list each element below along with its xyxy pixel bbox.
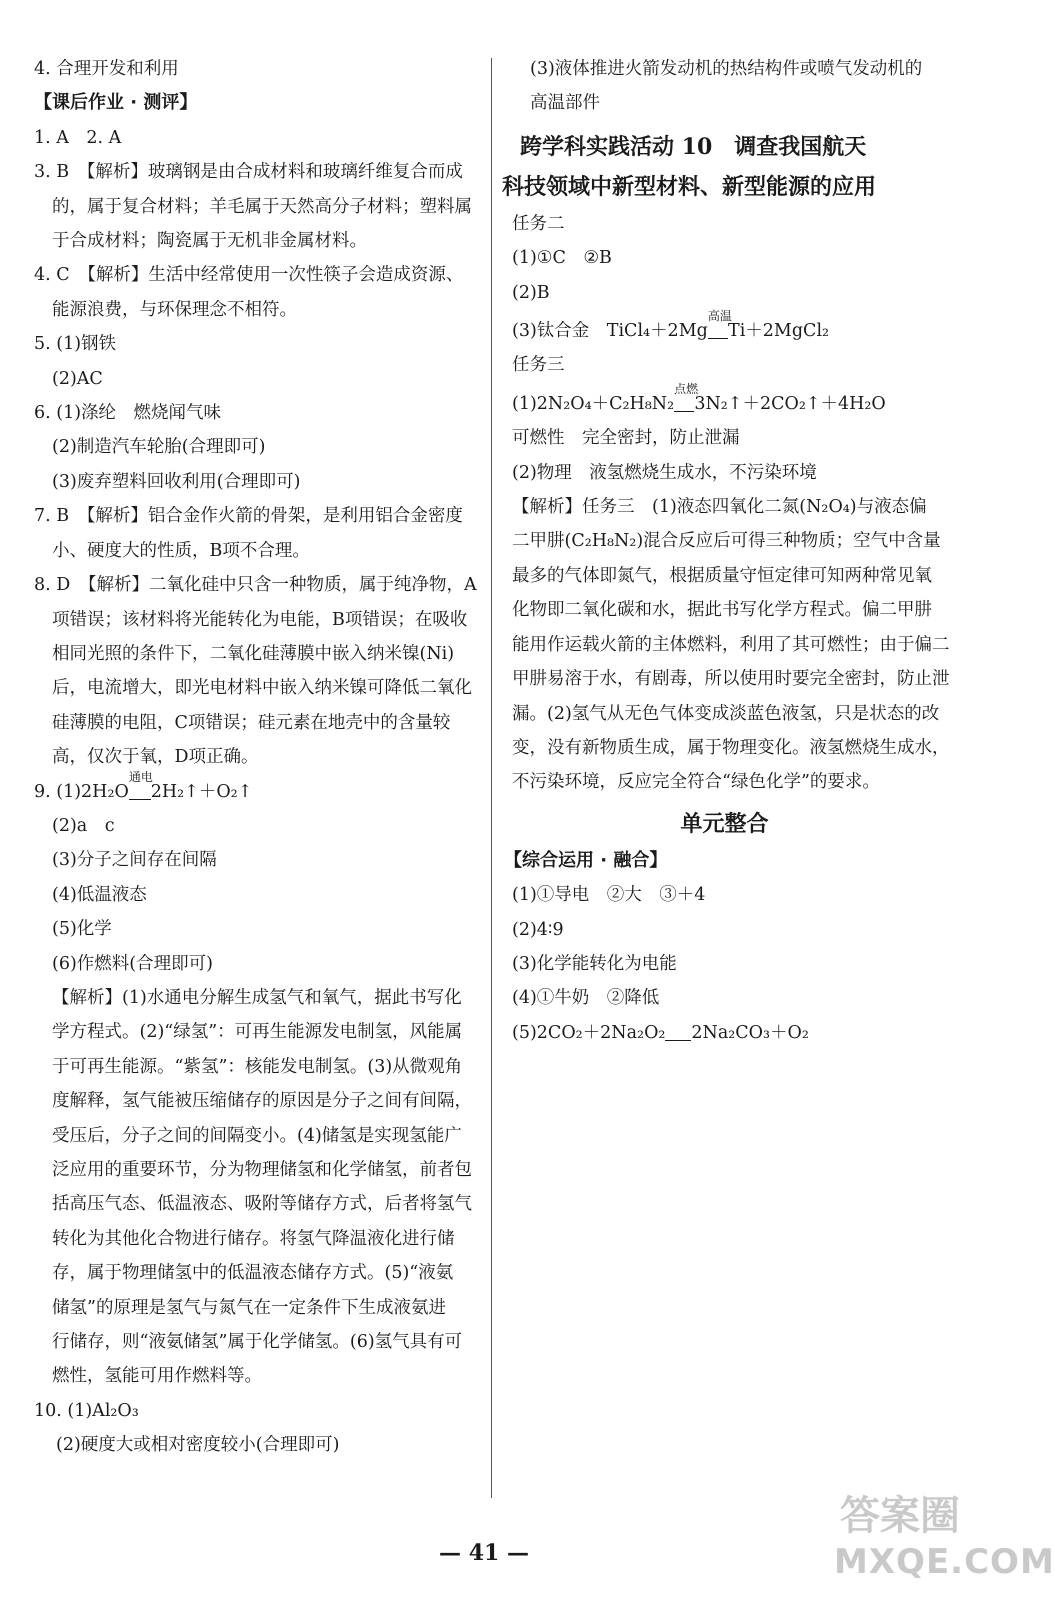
- answer-line: 硅薄膜的电阻，C项错误；硅元素在地壳中的含量较: [52, 712, 451, 733]
- answer-line: 后，电流增大，即光电材料中嵌入纳米镍可降低二氧化: [52, 678, 472, 699]
- answer-line: (2)4∶9: [512, 919, 564, 940]
- answer-line: (2)AC: [52, 368, 103, 389]
- reaction-condition: [128, 769, 153, 800]
- answer-line: 3. B 【解析】玻璃钢是由合成材料和玻璃纤维复合而成: [34, 162, 463, 183]
- answer-line: 项错误；该材料将光能转化为电能，B项错误；在吸收: [52, 609, 468, 630]
- answer-line: (3)分子之间存在间隔: [52, 850, 217, 871]
- answer-line: (3)废弃塑料回收利用(合理即可): [52, 471, 301, 492]
- unit-answer-lines: [512, 878, 937, 1016]
- unit-section-heading: [504, 844, 937, 878]
- answer-line: 存，属于物理储氢中的低温液态储存方式。(5)“液氨: [52, 1263, 454, 1284]
- activity-title-line-1: 跨学科实践活动 10 调查我国航天: [520, 133, 867, 160]
- activity-title-line-2: 科技领域中新型材料、新型能源的应用: [502, 173, 877, 200]
- task-three-heading: 任务三: [512, 355, 565, 376]
- left-answer-lines: [34, 52, 484, 775]
- answer-line: 变，没有新物质生成，属于物理变化。液氢燃烧生成水，: [512, 737, 950, 758]
- answer-line: 二甲肼(C₂H₈N₂)混合反应后可得三种物质；空气中含量: [512, 531, 941, 552]
- answer-line: (4)低温液态: [52, 884, 147, 905]
- answer-line: [34, 86, 484, 120]
- answer-line: 度解释，氢气能被压缩储存的原因是分子之间有间隔，: [52, 1091, 472, 1112]
- answer-line: 于合成材料；陶瓷属于无机非金属材料。: [52, 231, 367, 252]
- equation-task3-1: [512, 381, 937, 421]
- page-number: — 41 —: [439, 1540, 529, 1566]
- answer-line: 甲肼易溶于水，有剧毒，所以使用时要完全密封，防止泄: [512, 669, 950, 690]
- answer-line: 漏。(2)氢气从无色气体变成淡蓝色液氢，只是状态的改: [512, 703, 940, 724]
- answer-line: 的，属于复合材料；羊毛属于天然高分子材料；塑料属: [52, 196, 472, 217]
- answer-line: 能源浪费，与环保理念不相符。: [52, 299, 297, 320]
- answer-line: 受压后，分子之间的间隔变小。(4)储氢是实现氢能广: [52, 1125, 462, 1146]
- answer-line: 不污染环境，反应完全符合“绿色化学”的要求。: [512, 772, 880, 793]
- answer-line: 1. A 2. A: [34, 127, 122, 148]
- answer-line: 4. 合理开发和利用: [34, 59, 179, 79]
- answer-line: 8. D 【解析】二氧化硅中只含一种物质，属于纯净物，A: [34, 575, 477, 596]
- answer-line: 相同光照的条件下，二氧化硅薄膜中嵌入纳米镍(Ni): [52, 643, 455, 664]
- reaction-condition: [674, 381, 699, 412]
- watermark-text-top: 答案圈: [840, 1493, 960, 1539]
- equation-task2-3: [512, 309, 937, 348]
- equation-unit-5: [512, 1016, 937, 1050]
- column-divider: [491, 58, 492, 1498]
- task-two-lines: [512, 207, 937, 310]
- answer-line: 学方程式。(2)“绿氢”：可再生能源发电制氢，风能属: [52, 1022, 463, 1043]
- answer-line: 泛应用的重要环节，分为物理储氢和化学储氢，前者包: [52, 1160, 472, 1180]
- equation-right-side: Ti＋2MgCl₂: [728, 321, 830, 342]
- answer-line: 10. (1)Al₂O₃: [34, 1400, 139, 1421]
- equation-right-side: 2H₂↑＋O₂↑: [150, 781, 253, 802]
- equation-left-side: 9. (1)2H₂O: [34, 781, 129, 802]
- answer-line: 7. B 【解析】铝合金作火箭的骨架，是利用铝合金密度: [34, 506, 463, 527]
- right-column: [502, 52, 950, 1050]
- answer-line: 转化为其他化合物进行储存。将氢气降温液化进行储: [52, 1228, 455, 1249]
- answer-line: 任务二: [512, 213, 565, 234]
- answer-line: 燃性，氢能可用作燃料等。: [52, 1366, 262, 1387]
- activity-title: [502, 127, 937, 207]
- answer-line: 小、硬度大的性质，B项不合理。: [52, 540, 310, 561]
- answer-line: 6. (1)涤纶 燃烧闻气味: [34, 403, 222, 424]
- answer-line: 高温部件: [530, 93, 600, 114]
- equals-sign: [665, 1026, 691, 1041]
- answer-line: (3)液体推进火箭发动机的热结构件或喷气发动机的: [530, 59, 923, 79]
- answer-line: (5)化学: [52, 919, 112, 940]
- equation-right-side: 2Na₂CO₃＋O₂: [691, 1022, 809, 1043]
- answer-line: (2)物理 液氢燃烧生成水，不污染环境: [512, 462, 817, 483]
- watermark-text-bottom: MXQE.COM: [834, 1542, 1055, 1582]
- answer-line: 5. (1)钢铁: [34, 334, 117, 355]
- answer-line: 最多的气体即氮气，根据质量守恒定律可知两种常见氧: [512, 565, 932, 586]
- answer-line: (4)①牛奶 ②降低: [512, 988, 660, 1009]
- answer-line: 行储存，则“液氨储氢”属于化学储氢。(6)氢气具有可: [52, 1332, 463, 1353]
- answer-line: 括高压气态、低温液态、吸附等储存方式，后者将氢气: [52, 1194, 472, 1215]
- equation-left-side: (3)钛合金 TiCl₄＋2Mg: [512, 321, 708, 342]
- answer-line: (6)作燃料(合理即可): [52, 953, 213, 974]
- watermark-logo: [832, 1480, 1055, 1600]
- answer-line: (1)①C ②B: [512, 248, 612, 269]
- reaction-condition: [707, 309, 732, 339]
- answer-line: 于可再生能源。“紫氢”：核能发电制氢。(3)从微观角: [52, 1056, 463, 1077]
- answer-line: 储氢”的原理是氢气与氮气在一定条件下生成液氨进: [52, 1297, 446, 1318]
- answer-line: (3)化学能转化为电能: [512, 953, 677, 974]
- task-three-lines: [512, 421, 950, 799]
- condition-label: 高温: [707, 309, 732, 324]
- equation-9: [34, 769, 484, 809]
- section-heading: 【综合运用 · 融合】: [504, 849, 668, 871]
- answer-line: 4. C 【解析】生活中经常使用一次性筷子会造成资源、: [34, 265, 464, 286]
- section-heading: 【课后作业 · 测评】: [34, 92, 198, 114]
- answer-line: 可燃性 完全密封，防止泄漏: [512, 428, 740, 449]
- equation-left-side: (1)2N₂O₄＋C₂H₈N₂: [512, 393, 675, 414]
- answer-line: (2)硬度大或相对密度较小(合理即可): [56, 1435, 340, 1456]
- unit-title: 单元整合: [680, 810, 769, 837]
- answer-line: 能用作运载火箭的主体燃料，利用了其可燃性；由于偏二: [512, 634, 950, 655]
- condition-label: 通电: [128, 769, 153, 784]
- answer-line: 【解析】任务三 (1)液态四氧化二氮(N₂O₄)与液态偏: [512, 497, 927, 518]
- answer-line: (2)B: [512, 282, 550, 303]
- answer-line: (2)制造汽车轮胎(合理即可): [52, 437, 266, 458]
- condition-label: 点燃: [674, 381, 699, 396]
- answer-line: 高，仅次于氧，D项正确。: [52, 747, 259, 768]
- answer-line: 【解析】(1)水通电分解生成氢气和氧气，据此书写化: [52, 987, 462, 1008]
- answer-line: (2)a c: [52, 815, 115, 836]
- answer-line: (1)①导电 ②大 ③＋4: [512, 885, 706, 906]
- right-top-lines: [512, 52, 937, 121]
- left-answer-lines-2: [34, 809, 484, 1463]
- equation-right-side: 3N₂↑＋2CO₂↑＋4H₂O: [694, 393, 886, 414]
- answer-line: 化物即二氧化碳和水，据此书写化学方程式。偏二甲肼: [512, 600, 932, 621]
- left-column: [34, 52, 484, 1463]
- equation-left-side: (5)2CO₂＋2Na₂O₂: [512, 1022, 666, 1043]
